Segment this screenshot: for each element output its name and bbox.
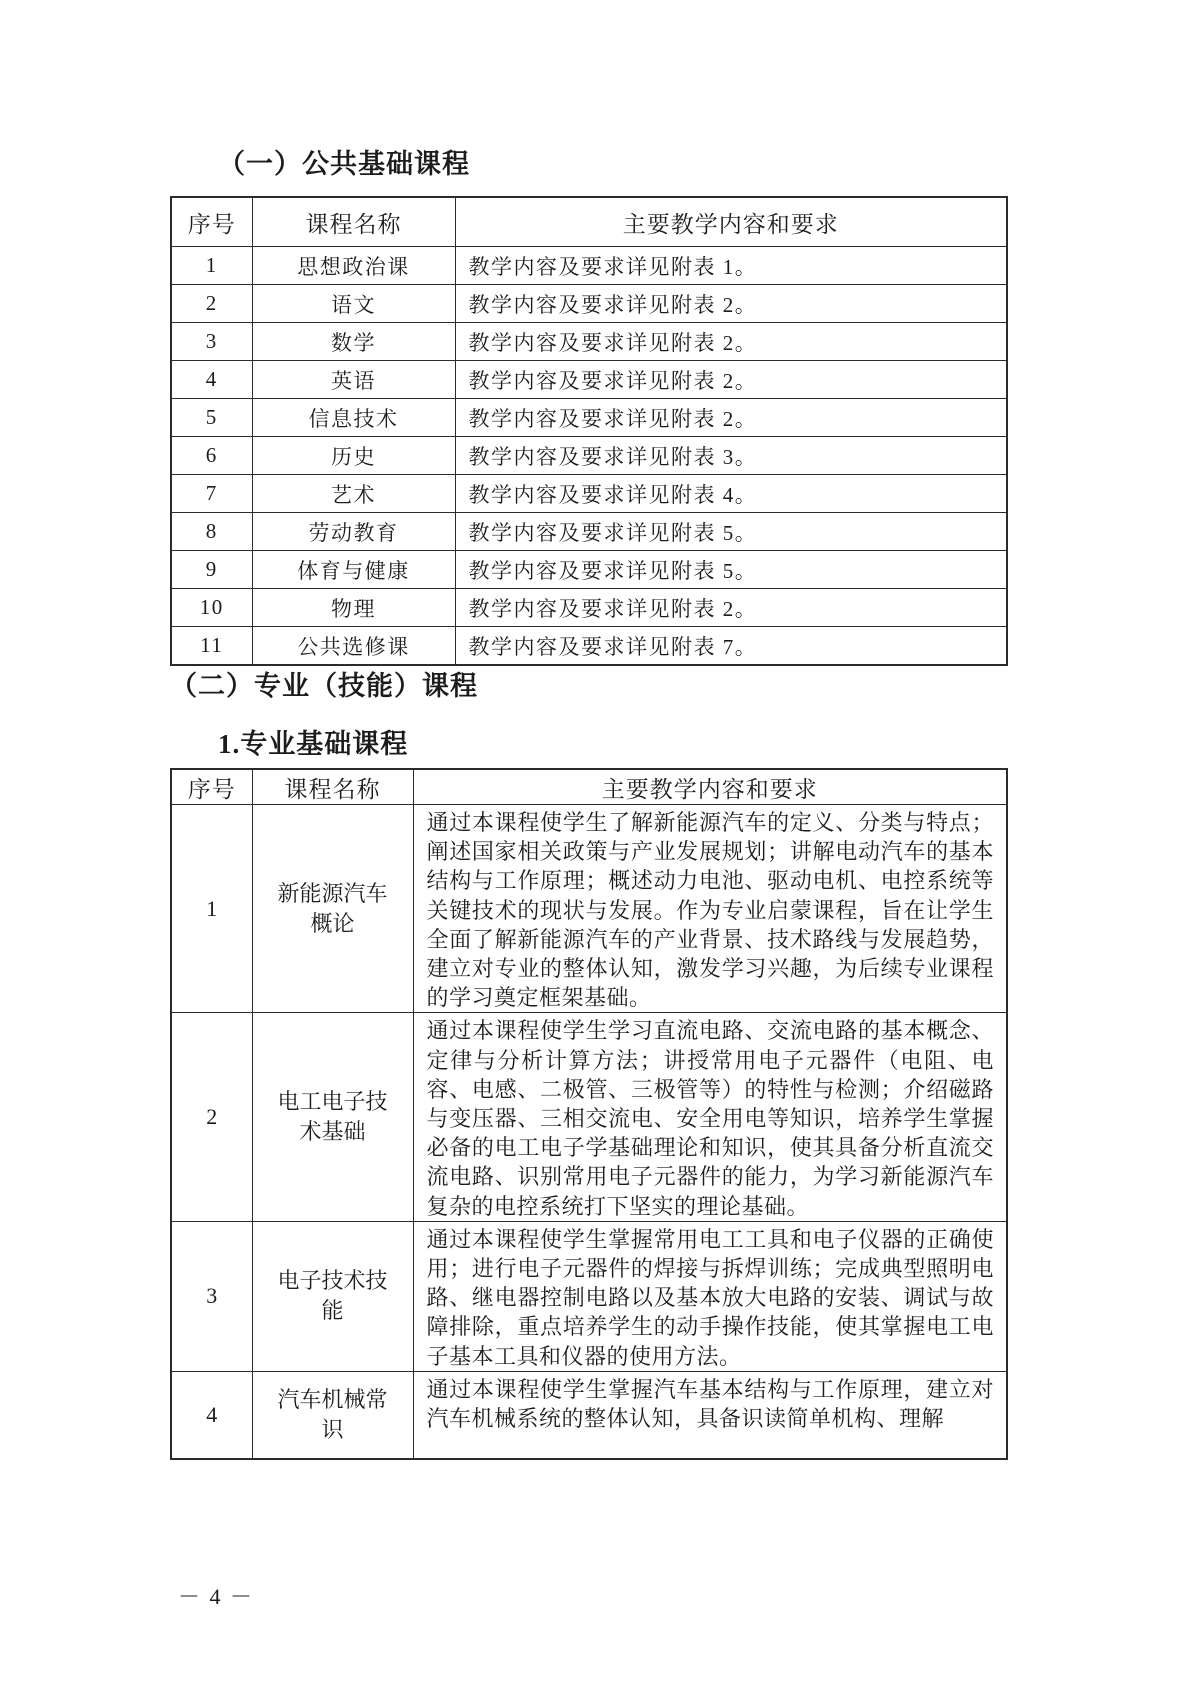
section-title-public-basic-courses: （一）公共基础课程: [218, 149, 470, 179]
course-name: 英语: [252, 361, 455, 399]
table-row: [171, 285, 1007, 323]
course-content: 教学内容及要求详见附表 5。: [455, 513, 1007, 551]
course-number: 1: [171, 805, 252, 1013]
subsection-title-professional-basic-courses: 1.专业基础课程: [218, 729, 409, 759]
table-row: [171, 589, 1007, 627]
course-content: 教学内容及要求详见附表 2。: [455, 361, 1007, 399]
course-name: 物理: [252, 589, 455, 627]
table-row: [171, 399, 1007, 437]
course-number: 5: [171, 399, 252, 437]
table-row: [171, 551, 1007, 589]
course-content: 教学内容及要求详见附表 3。: [455, 437, 1007, 475]
course-content: 教学内容及要求详见附表 5。: [455, 551, 1007, 589]
course-name: 信息技术: [252, 399, 455, 437]
course-number: 1: [171, 247, 252, 285]
header-serial-number: 序号: [171, 769, 252, 805]
table-header-row: [171, 197, 1007, 247]
table-row: [171, 437, 1007, 475]
header-main-content: 主要教学内容和要求: [413, 769, 1007, 805]
table-row: [171, 247, 1007, 285]
course-name: 劳动教育: [252, 513, 455, 551]
course-number: 2: [171, 285, 252, 323]
section-title-professional-skill-courses: （二）专业（技能）课程: [170, 671, 478, 701]
course-number: 3: [171, 1221, 252, 1371]
course-name: 语文: [252, 285, 455, 323]
course-name: 历史: [252, 437, 455, 475]
header-course-name: 课程名称: [252, 769, 413, 805]
course-content: 通过本课程使学生掌握常用电工工具和电子仪器的正确使用；进行电子元器件的焊接与拆焊训练；完成典型照明电路、继电器控制电路以及基本放大电路的安装、调试与故障排除，重点培养学生的动手操作技能，使其掌握电工电子基本工具和仪器的使用方法。: [413, 1221, 1007, 1371]
course-name: 公共选修课: [252, 627, 455, 666]
course-content: 教学内容及要求详见附表 2。: [455, 285, 1007, 323]
course-content: 通过本课程使学生学习直流电路、交流电路的基本概念、定律与分析计算方法；讲授常用电子元器件（电阻、电容、电感、二极管、三极管等）的特性与检测；介绍磁路与变压器、三相交流电、安全用电等知识，培养学生掌握必备的电工电子学基础理论和知识，使其具备分析直流交流电路、识别常用电子元器件的能力，为学习新能源汽车复杂的电控系统打下坚实的理论基础。: [413, 1013, 1007, 1221]
course-number: 4: [171, 1371, 252, 1459]
table-row: [171, 627, 1007, 666]
public-basic-courses-table: [170, 196, 1008, 666]
course-number: 3: [171, 323, 252, 361]
course-name: 电工电子技术基础: [252, 1013, 413, 1221]
table-row: [171, 475, 1007, 513]
page-number: － 4 －: [178, 1584, 255, 1609]
table-row: [171, 1221, 1007, 1371]
course-content: 教学内容及要求详见附表 2。: [455, 399, 1007, 437]
table-row: [171, 805, 1007, 1013]
course-name: 电子技术技能: [252, 1221, 413, 1371]
course-name: 新能源汽车概论: [252, 805, 413, 1013]
course-number: 11: [171, 627, 252, 666]
course-name: 数学: [252, 323, 455, 361]
course-content: 教学内容及要求详见附表 1。: [455, 247, 1007, 285]
course-name: 思想政治课: [252, 247, 455, 285]
course-content: 教学内容及要求详见附表 7。: [455, 627, 1007, 666]
table-row: [171, 323, 1007, 361]
header-main-content: 主要教学内容和要求: [455, 197, 1007, 247]
course-name: 汽车机械常识: [252, 1371, 413, 1459]
course-content: 教学内容及要求详见附表 2。: [455, 589, 1007, 627]
table-row: [171, 1371, 1007, 1459]
course-number: 8: [171, 513, 252, 551]
course-content: 通过本课程使学生了解新能源汽车的定义、分类与特点；阐述国家相关政策与产业发展规划；讲解电动汽车的基本结构与工作原理；概述动力电池、驱动电机、电控系统等关键技术的现状与发展。作为专业启蒙课程，旨在让学生全面了解新能源汽车的产业背景、技术路线与发展趋势，建立对专业的整体认知，激发学习兴趣，为后续专业课程的学习奠定框架基础。: [413, 805, 1007, 1013]
course-content: 教学内容及要求详见附表 2。: [455, 323, 1007, 361]
table-header-row: [171, 769, 1007, 805]
course-number: 2: [171, 1013, 252, 1221]
table-row: [171, 361, 1007, 399]
table-row: [171, 513, 1007, 551]
course-number: 6: [171, 437, 252, 475]
course-number: 10: [171, 589, 252, 627]
course-name: 艺术: [252, 475, 455, 513]
header-serial-number: 序号: [171, 197, 252, 247]
course-content: 通过本课程使学生掌握汽车基本结构与工作原理，建立对汽车机械系统的整体认知，具备识读简单机构、理解: [413, 1371, 1007, 1459]
course-number: 9: [171, 551, 252, 589]
course-name: 体育与健康: [252, 551, 455, 589]
professional-basic-courses-table: [170, 768, 1008, 1460]
course-number: 7: [171, 475, 252, 513]
table-row: [171, 1013, 1007, 1221]
course-content: 教学内容及要求详见附表 4。: [455, 475, 1007, 513]
header-course-name: 课程名称: [252, 197, 455, 247]
course-number: 4: [171, 361, 252, 399]
